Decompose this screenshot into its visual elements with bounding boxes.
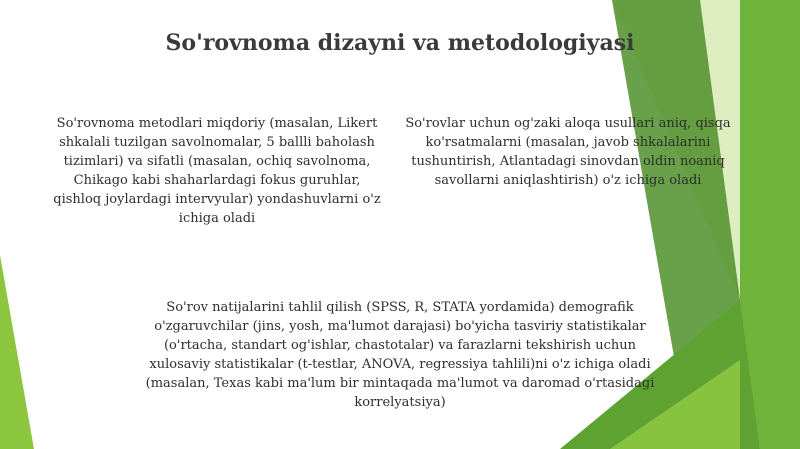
analysis-paragraph: So'rov natijalarini tahlil qilish (SPSS, R, STATA yordamida) demografik o'zgaruvchilar (jins, yosh, ma'lumot darajasi) bo'yicha tasviriy statistikalar (o'rtacha, standart og'ishlar, chastotalar) va farazlarni tekshirish uchun xulosaviy statistikalar (t-testlar, ANOVA, regressiya tahlili)ni o'z ichiga oladi (masalan, Texas kabi ma'lum bir mintaqada ma'lumot va daromad o'rtasidagi korrelyatsiya): [145, 300, 655, 410]
methods-paragraph: So'rovnoma metodlari miqdoriy (masalan, Likert shkalali tuzilgan savolnomalar, 5 ballli baholash tizimlari) va sifatli (masalan, ochiq savolnoma, Chikago kabi shaharlardagi fokus guruhlar, qishloq joylardagi intervyular) yondashuvlarni o'z ichiga oladi: [53, 116, 381, 226]
left-accent-shape: [0, 255, 34, 449]
slide-title: So'rovnoma dizayni va metodologiyasi: [165, 30, 635, 56]
communication-paragraph: So'rovlar uchun og'zaki aloqa usullari aniq, qisqa ko'rsatmalarni (masalan, javob shkalalarini tushuntirish, Atlantadagi sinovdan oldin noaniq savollarni aniqlashtirish) o'z ichiga oladi: [405, 116, 731, 188]
